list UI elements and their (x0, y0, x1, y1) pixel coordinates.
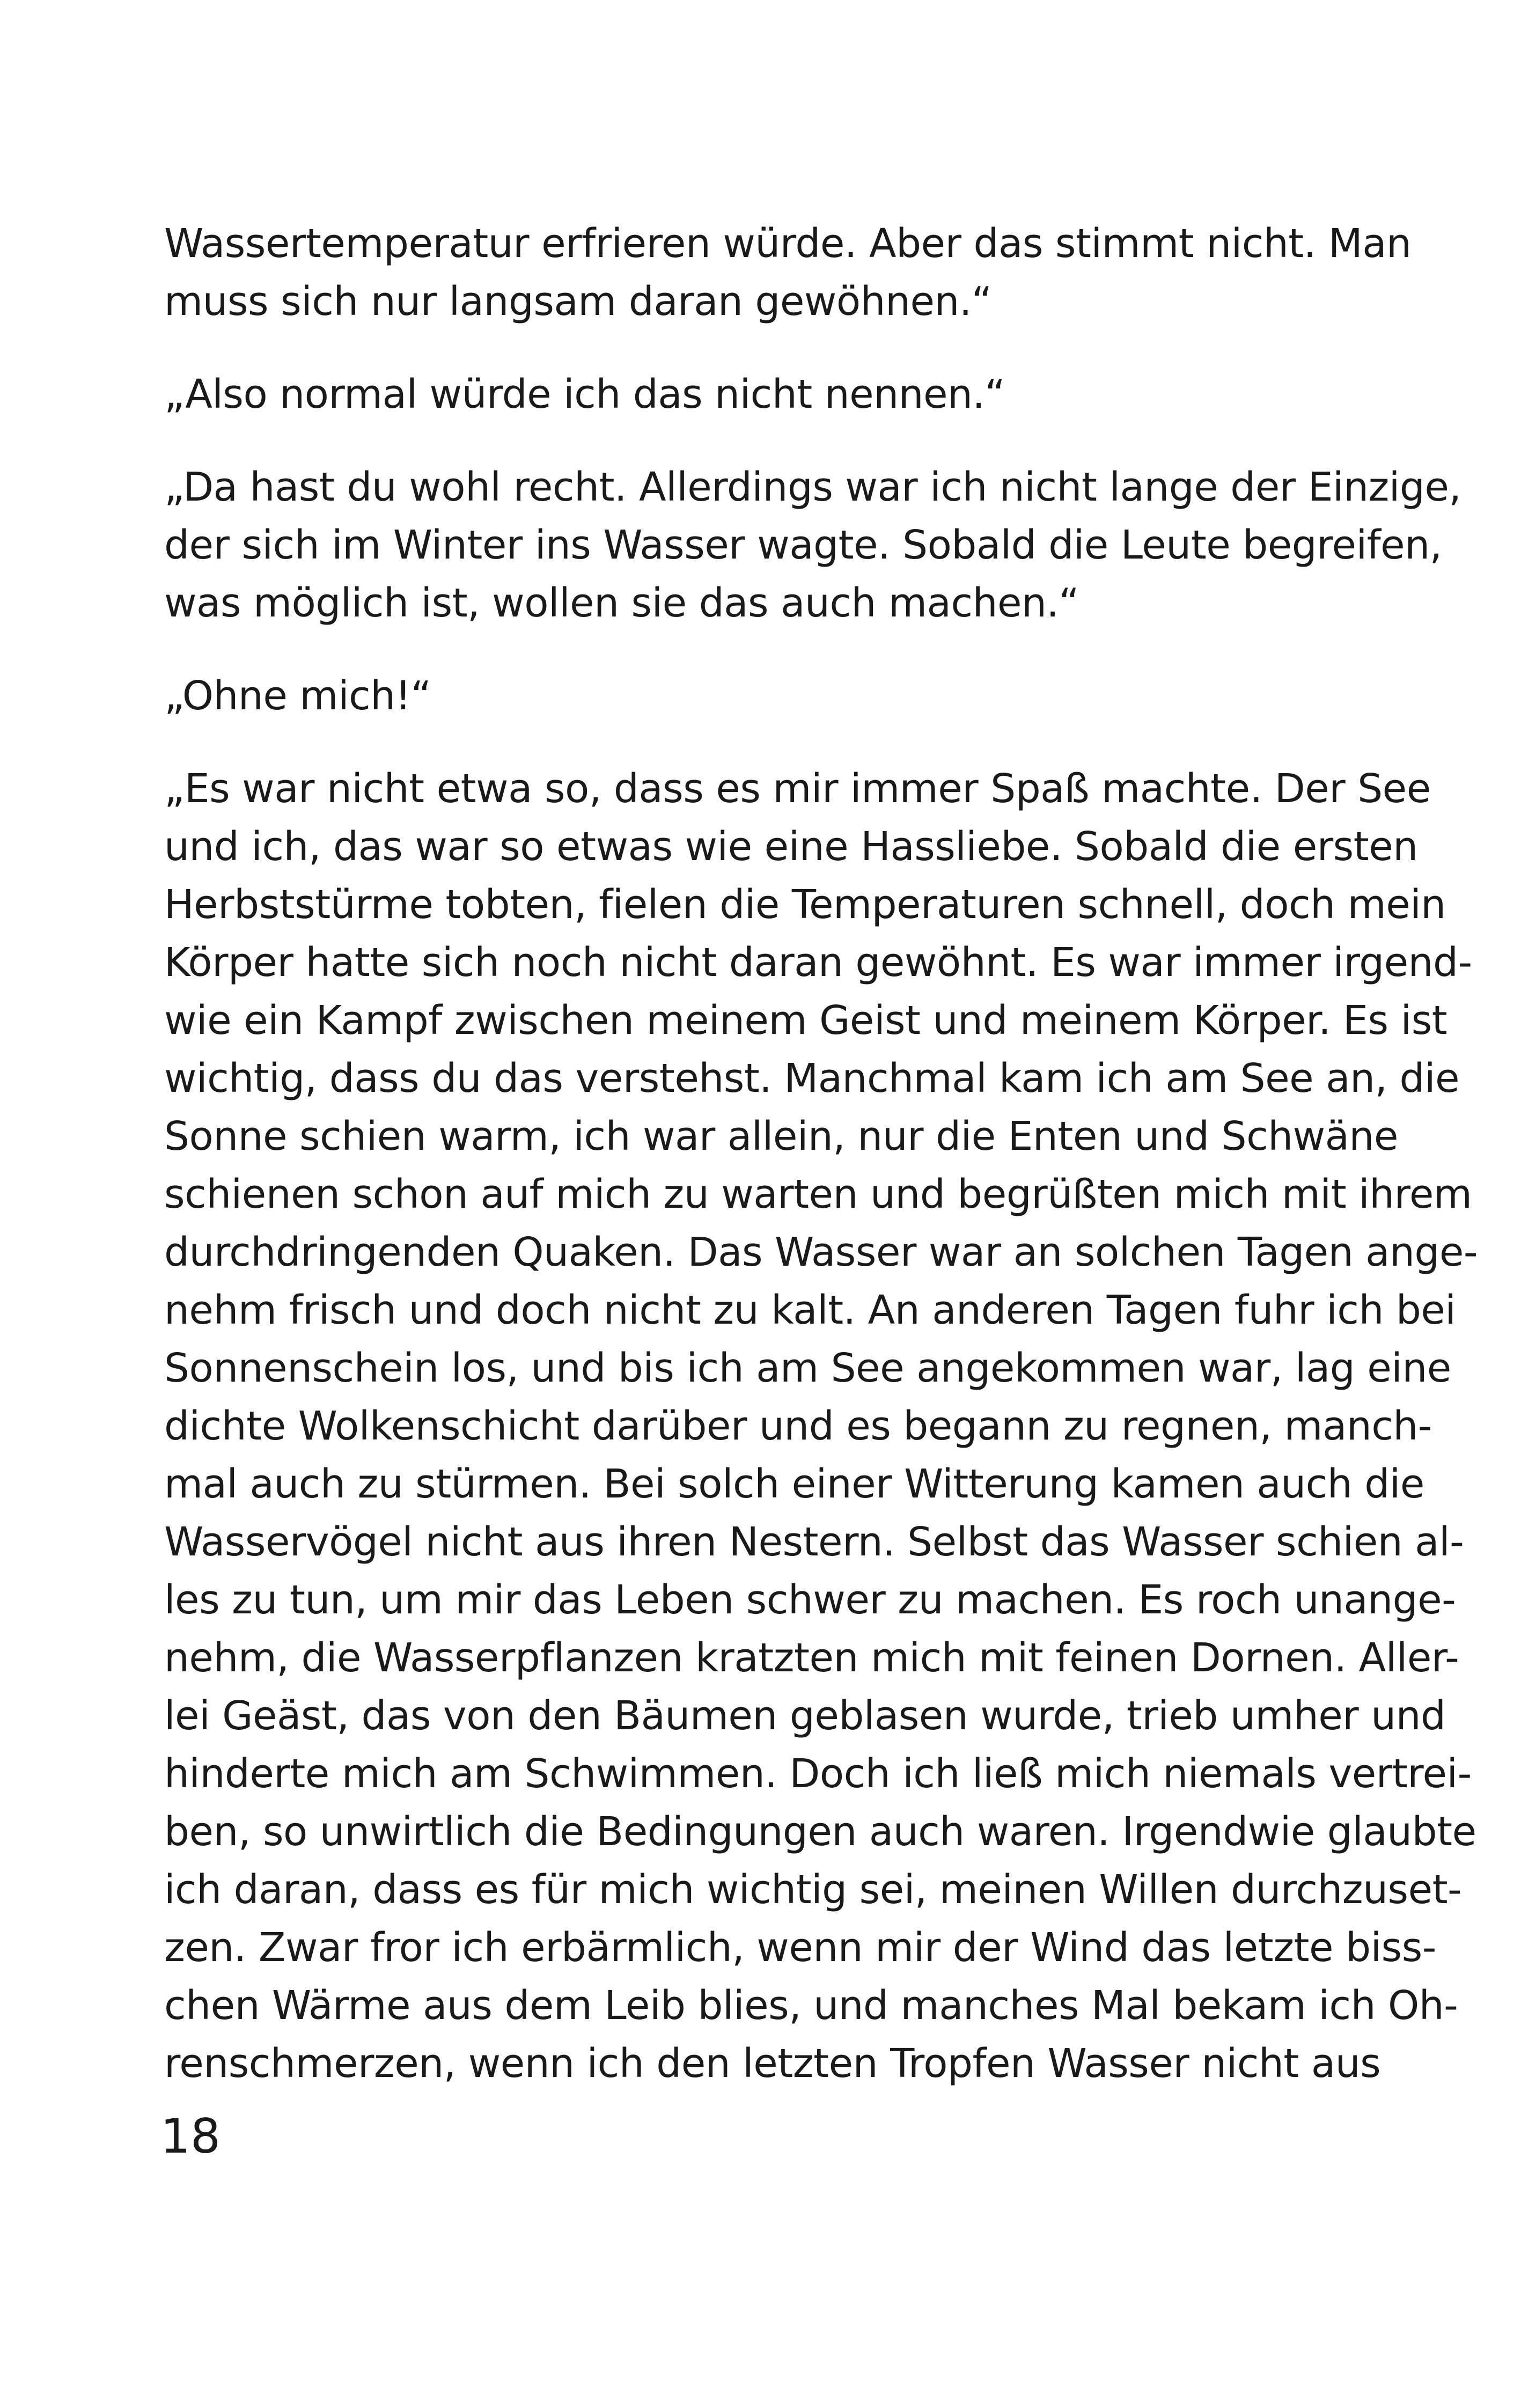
text-line: und ich, das war so etwas wie eine Hassliebe. Sobald die ersten (164, 824, 1418, 870)
text-line: der sich im Winter ins Wasser wagte. Sobald die Leute begreifen, (164, 522, 1442, 568)
text-line: nehm, die Wasserpflanzen kratzten mich mit feinen Dornen. Aller- (164, 1635, 1459, 1681)
text-line: lei Geäst, das von den Bäumen geblasen wurde, trieb umher und (164, 1693, 1446, 1739)
text-line: Körper hatte sich noch nicht daran gewöhnt. Es war immer irgend- (164, 939, 1472, 986)
text-line: nehm frisch und doch nicht zu kalt. An anderen Tagen fuhr ich bei (164, 1287, 1456, 1333)
paragraph-1 (164, 215, 1412, 331)
text-line: Wassertemperatur erfrieren würde. Aber das stimmt nicht. Man (164, 221, 1412, 267)
text-line: muss sich nur langsam daran gewöhnen.“ (164, 278, 992, 325)
body-text (164, 215, 1478, 2093)
text-line: schienen schon auf mich zu warten und begrüßten mich mit ihrem (164, 1171, 1472, 1217)
text-line: was möglich ist, wollen sie das auch machen.“ (164, 580, 1079, 626)
text-line: wie ein Kampf zwischen meinem Geist und meinem Körper. Es ist (164, 997, 1447, 1044)
paragraph-5 (164, 760, 1478, 2093)
text-line: „Ohne mich!“ (164, 673, 431, 719)
text-line: mal auch zu stürmen. Bei solch einer Witterung kamen auch die (164, 1461, 1424, 1507)
paragraph-3 (164, 458, 1461, 632)
paragraph-2 (164, 365, 1342, 423)
text-line: ich daran, dass es für mich wichtig sei, meinen Willen durchzuset- (164, 1867, 1462, 1913)
text-line: dichte Wolkenschicht darüber und es begann zu regnen, manch- (164, 1403, 1432, 1449)
page-number: 18 (160, 2109, 221, 2164)
text-line: wichtig, dass du das verstehst. Manchmal kam ich am See an, die (164, 1055, 1460, 1102)
text-line: Wasservögel nicht aus ihren Nestern. Selbst das Wasser schien al- (164, 1519, 1464, 1565)
text-line: ben, so unwirtlich die Bedingungen auch waren. Irgendwie glaubte (164, 1809, 1476, 1855)
text-line: „Es war nicht etwa so, dass es mir immer Spaß machte. Der See (164, 766, 1431, 812)
text-line: „Also normal würde ich das nicht nennen.“ (164, 371, 1005, 417)
text-line: „Da hast du wohl recht. Allerdings war ich nicht lange der Einzige, (164, 464, 1461, 510)
text-line: renschmerzen, wenn ich den letzten Tropfen Wasser nicht aus (164, 2040, 1381, 2087)
text-line: chen Wärme aus dem Leib blies, und manches Mal bekam ich Oh- (164, 1983, 1458, 2029)
text-line: durchdringenden Quaken. Das Wasser war an solchen Tagen ange- (164, 1229, 1478, 1275)
text-line: hinderte mich am Schwimmen. Doch ich ließ mich niemals vertrei- (164, 1751, 1472, 1797)
text-line: les zu tun, um mir das Leben schwer zu machen. Es roch unange- (164, 1577, 1456, 1623)
text-line: Sonnenschein los, und bis ich am See angekommen war, lag eine (164, 1345, 1451, 1391)
text-line: Sonne schien warm, ich war allein, nur die Enten und Schwäne (164, 1113, 1398, 1159)
paragraph-4 (164, 667, 1342, 725)
text-line: Herbststürme tobten, fielen die Temperaturen schnell, doch mein (164, 882, 1446, 928)
text-line: zen. Zwar fror ich erbärmlich, wenn mir der Wind das letzte biss- (164, 1925, 1436, 1971)
